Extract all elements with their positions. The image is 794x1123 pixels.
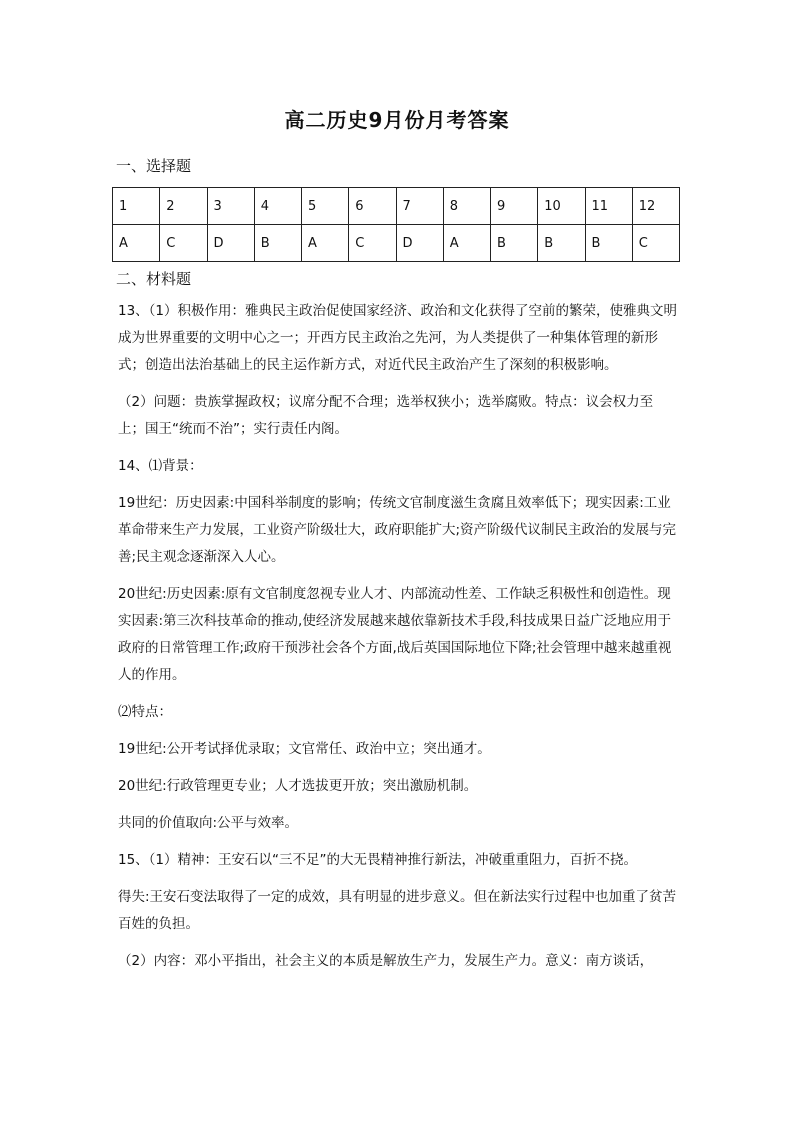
paragraph-q14-features-19th: 19世纪:公开考试择优录取；文官常任、政治中立；突出通才。 xyxy=(118,741,491,757)
paragraph-q15-gains-losses: 得失:王安石变法取得了一定的成效，具有明显的进步意义。但在新法实行过程中也加重了贫苦百姓的负担。 xyxy=(118,889,677,932)
answer-cell: B xyxy=(538,225,585,262)
question-number: 3 xyxy=(207,188,254,225)
answer-cell: D xyxy=(207,225,254,262)
answer-cell: B xyxy=(585,225,632,262)
paragraph-q14-features-20th: 20世纪:行政管理更专业；人才选拔更开放；突出激励机制。 xyxy=(118,778,478,794)
answer-cell: B xyxy=(254,225,301,262)
paragraph-q13-part1: 13、（1）积极作用：雅典民主政治促使国家经济、政治和文化获得了空前的繁荣，使雅典文明成为世界重要的文明中心之一；开西方民主政治之先河，为人类提供了一种集体管理的新形式；创造出法治基础上的民主运作新方式，对近代民主政治产生了深刻的积极影响。 xyxy=(118,303,678,373)
section-heading-material: 二、材料题 xyxy=(116,270,192,288)
question-number: 6 xyxy=(349,188,396,225)
answer-content xyxy=(118,298,680,985)
question-number: 11 xyxy=(585,188,632,225)
paragraph-q13-part2: （2）问题：贵族掌握政权；议席分配不合理；选举权狭小；选举腐败。特点：议会权力至上；国王“统而不治”；实行责任内阁。 xyxy=(118,394,654,437)
paragraph-q14-20th-century: 20世纪:历史因素:原有文官制度忽视专业人才、内部流动性差、工作缺乏积极性和创造性。现实因素:第三次科技革命的推动,使经济发展越来越依靠新技术手段,科技成果日益广泛地应用于政府的日常管理工作;政府干预涉社会各个方面,战后英国国际地位下降;社会管理中越来越重视人的作用。 xyxy=(118,586,672,683)
answer-cell: C xyxy=(160,225,207,262)
answer-cell: A xyxy=(113,225,160,262)
answer-cell: A xyxy=(443,225,490,262)
question-number: 8 xyxy=(443,188,490,225)
question-number: 10 xyxy=(538,188,585,225)
question-number: 12 xyxy=(632,188,679,225)
answer-cell: C xyxy=(632,225,679,262)
question-number: 2 xyxy=(160,188,207,225)
answer-cell: D xyxy=(396,225,443,262)
question-number: 4 xyxy=(254,188,301,225)
answer-cell: C xyxy=(349,225,396,262)
paragraph-q14-features-heading: ⑵特点： xyxy=(118,704,172,720)
question-number: 1 xyxy=(113,188,160,225)
question-number: 7 xyxy=(396,188,443,225)
answer-cell: B xyxy=(491,225,538,262)
answer-table xyxy=(112,187,680,262)
table-row-numbers xyxy=(113,188,680,225)
question-number: 5 xyxy=(302,188,349,225)
paragraph-q14-heading: 14、⑴背景： xyxy=(118,458,203,474)
section-heading-choice: 一、选择题 xyxy=(116,157,192,175)
paragraph-q14-19th-century: 19世纪：历史因素:中国科举制度的影响；传统文官制度滋生贪腐且效率低下；现实因素:工业革命带来生产力发展，工业资产阶级壮大，政府职能扩大;资产阶级代议制民主政治的发展与完善;民主观念逐渐深入人心。 xyxy=(118,495,677,565)
paragraph-q14-common-value: 共同的价值取向:公平与效率。 xyxy=(118,815,299,831)
paragraph-q15-spirit: 15、（1）精神：王安石以“三不足”的大无畏精神推行新法，冲破重重阻力，百折不挠。 xyxy=(118,852,638,868)
page-title: 高二历史9月份月考答案 xyxy=(284,108,510,132)
paragraph-q15-part2: （2）内容：邓小平指出，社会主义的本质是解放生产力，发展生产力。意义：南方谈话， xyxy=(118,953,654,969)
table-row-answers xyxy=(113,225,680,262)
question-number: 9 xyxy=(491,188,538,225)
answer-cell: A xyxy=(302,225,349,262)
